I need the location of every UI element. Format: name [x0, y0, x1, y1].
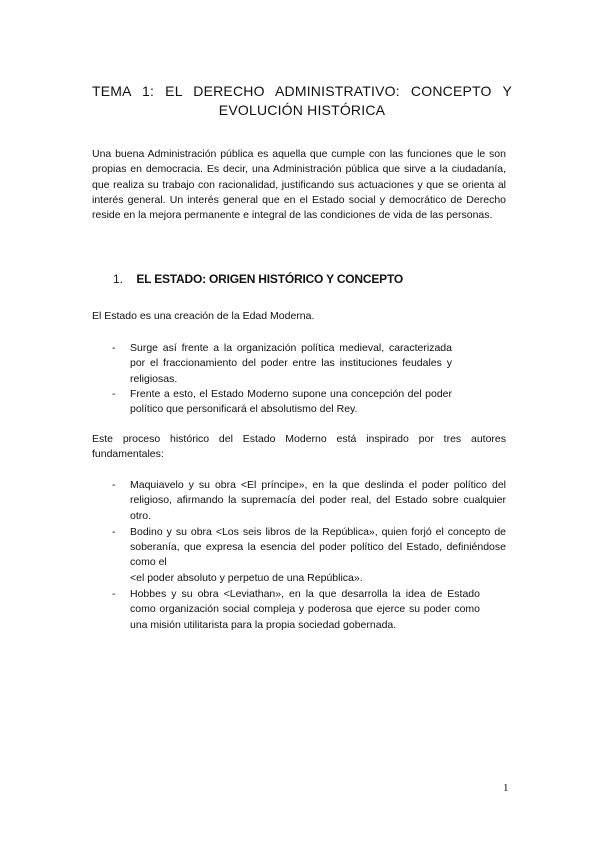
bullet-list-1 — [112, 341, 452, 417]
section-heading — [113, 271, 403, 287]
list-item — [112, 525, 506, 571]
list-item-text: Bodino y su obra <Los seis libros de la República», quien forjó el concepto de soberanía, que expresa la esencia del poder político del Estado, definiéndose como el — [130, 525, 506, 569]
list-item-text: Maquiavelo y su obra <El príncipe», en la que deslinda el poder político del religioso, afirmando la supremacía del poder real, del Estado sobre cualquier otro. — [130, 479, 506, 522]
dash-marker: - — [112, 588, 116, 601]
list-item — [112, 587, 480, 633]
dash-marker: - — [112, 479, 116, 491]
list-item — [112, 387, 452, 418]
list-item — [112, 478, 506, 524]
proceso-paragraph: Este proceso histórico del Estado Moderno está inspirado por tres autores fundamentales: — [92, 433, 506, 461]
title-line-2: EVOLUCIÓN HISTÓRICA — [218, 102, 386, 118]
dash-marker: - — [112, 525, 116, 538]
list-item-text: Hobbes y su obra <Leviathan», en la que desarrolla la idea de Estado como organización social compleja y poderosa que ejerce su poder como una misión utilitarista para la propia sociedad gobernada. — [130, 588, 480, 631]
section-heading-text: EL ESTADO: ORIGEN HISTÓRICO Y CONCEPTO — [136, 272, 404, 286]
estado-paragraph: El Estado es una creación de la Edad Moderna. — [92, 310, 315, 322]
list-item-text: Frente a esto, el Estado Moderno supone una concepción del poder político que personificará el absolutismo del Rey. — [130, 387, 452, 416]
section-number: 1. — [113, 272, 124, 286]
document-title — [92, 82, 512, 120]
page-number: 1 — [503, 782, 509, 794]
title-line-1: TEMA 1: EL DERECHO ADMINISTRATIVO: CONCEPTO Y — [92, 83, 512, 99]
list-item-continuation — [112, 571, 506, 586]
list-item-text: Surge así frente a la organización política medieval, caracterizada por el fraccionamiento del poder entre las instituciones feudales y religiosas. — [130, 342, 452, 385]
dash-marker: - — [112, 342, 116, 354]
dash-marker: - — [112, 387, 116, 400]
list-item-text: <el poder absoluto y perpetuo de una República». — [130, 571, 363, 584]
list-item — [112, 341, 452, 387]
intro-paragraph: Una buena Administración pública es aquella que cumple con las funciones que le son propias en democracia. Es decir, una Administración pública que sirve a la ciudadanía, que realiza su trabajo con racionalidad, justificando sus actuaciones y que se orienta al interés general. Un interés general que en el Estado social y democrático de Derecho reside en la mejora permanente e integral de las condiciones de vida de las personas. — [92, 148, 506, 222]
bullet-list-2 — [112, 478, 506, 634]
